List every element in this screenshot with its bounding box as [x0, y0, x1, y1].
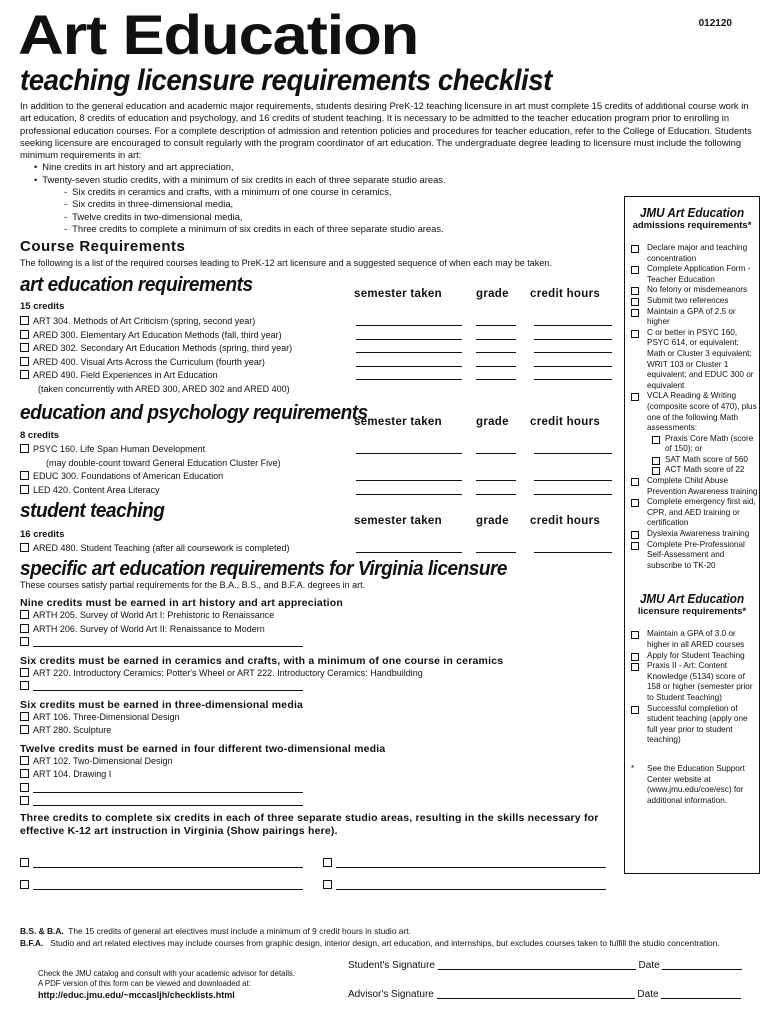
course-name: ART 104. Drawing I: [33, 769, 112, 779]
list-item: [625, 264, 759, 285]
checkbox[interactable]: [20, 880, 29, 889]
list-item: [20, 636, 620, 650]
item-text: Dyslexia Awareness training: [647, 529, 750, 539]
semester-field[interactable]: [356, 343, 462, 353]
grade-field[interactable]: [476, 444, 516, 454]
checkbox[interactable]: [631, 663, 639, 671]
student-signature-field[interactable]: [438, 960, 636, 970]
checkbox[interactable]: [631, 245, 639, 253]
course-name: ARTH 206. Survey of World Art II: Renaissance to Modern: [33, 623, 265, 634]
course-name: ARED 480. Student Teaching (after all coursework is completed): [33, 543, 290, 553]
credit-field[interactable]: [534, 543, 612, 553]
checkbox[interactable]: [20, 316, 29, 325]
intro-paragraph: In addition to the general education and academic major requirements, students desiring PreK-12 teaching licensure in art must complete 15 credits of additional course work in art education, 8 credits of education and psychology, and 16 credits of student teaching. It is necessary to be admitted to the teacher education program prior to enrolling in professional education courses. For a complete description of admission and retention policies and procedures for teacher education, refer to the College of Education. Students seeking licensure are encouraged to consult regularly with the program coordinator of art education. The undergraduate degree leading to licensure must include the following minimum requirements in art:: [20, 100, 752, 161]
checkbox[interactable]: [631, 266, 639, 274]
list-item: [625, 243, 759, 264]
pairing-field[interactable]: [33, 858, 303, 868]
bfa-text: Studio and art related electives may include courses from graphic design, interior design, art education, and internships, but excludes courses taken to fulfill the studio concentration.: [50, 938, 720, 948]
checkbox[interactable]: [20, 485, 29, 494]
col-grade: grade: [476, 416, 509, 428]
col-credit-hours: credit hours: [530, 515, 601, 527]
col-grade: grade: [476, 288, 509, 300]
bullet-studio: • Twenty-seven studio credits, with a minimum of six credits in each of three separate studio areas.: [34, 174, 760, 186]
col-credit-hours: credit hours: [530, 288, 601, 300]
checkbox[interactable]: [20, 858, 29, 867]
course-name: ARTH 205. Survey of World Art I: Prehistoric to Renaissance: [33, 610, 275, 620]
checkbox[interactable]: [631, 298, 639, 306]
sidebar-title-licensure: JMU Art Education: [639, 591, 745, 607]
checkbox[interactable]: [20, 471, 29, 480]
credit-field[interactable]: [534, 316, 612, 326]
course-requirements-note: The following is a list of the required courses leading to PreK-12 art licensure and a suggested sequence of when each may be taken.: [20, 258, 552, 268]
col-semester-taken: semester taken: [354, 288, 442, 300]
advisor-signature-label: Advisor's Signature: [348, 989, 434, 1000]
course-name: ARED 400. Visual Arts Across the Curriculum (fourth year): [33, 356, 265, 367]
course-field[interactable]: [33, 681, 303, 691]
checkbox[interactable]: [20, 756, 29, 765]
checkbox[interactable]: [20, 783, 29, 792]
col-grade: grade: [476, 515, 509, 527]
edpsych-credits: 8 credits: [20, 430, 60, 441]
date-label: Date: [637, 989, 659, 1000]
course-requirements-heading: Course Requirements: [20, 238, 186, 255]
checkbox[interactable]: [20, 668, 29, 677]
checkbox[interactable]: [20, 370, 29, 379]
checkbox[interactable]: [20, 357, 29, 366]
date-label: Date: [638, 960, 660, 971]
item-text: Complete Pre-Professional Self-Assessment and subscribe to TK-20: [647, 539, 745, 570]
grade-field[interactable]: [476, 543, 516, 553]
course-name: LED 420. Content Area Literacy: [33, 484, 160, 495]
credit-field[interactable]: [534, 343, 612, 353]
pdf-line: A PDF version of this form can be viewed and downloaded at:: [38, 979, 251, 988]
item-text: Apply for Student Teaching: [647, 650, 745, 660]
item-text: Maintain a GPA of 2.5 or higher: [647, 306, 736, 327]
list-item: [625, 434, 759, 455]
course-name: ART 280. Sculpture: [33, 725, 112, 735]
checkbox[interactable]: [20, 725, 29, 734]
pairing-fields: [20, 852, 620, 896]
footer-bfa: [20, 938, 765, 948]
checkbox[interactable]: [20, 610, 29, 619]
specific-title: specific art education requirements for Virginia licensure: [20, 558, 508, 580]
credit-field[interactable]: [534, 485, 612, 495]
footer-bs: [20, 926, 760, 936]
sub-bullet-studio-areas: - Three credits to complete a minimum of six credits in each of three separate studio areas.: [64, 223, 760, 235]
list-item: [625, 476, 759, 497]
list-item: [20, 724, 620, 738]
checkbox[interactable]: [652, 457, 660, 465]
footnote-star: *: [631, 763, 635, 773]
page-title: Art Education: [18, 3, 419, 66]
grade-field[interactable]: [476, 330, 516, 340]
item-text: Complete Application Form - Teacher Education: [647, 264, 751, 284]
table-row: [20, 484, 350, 498]
course-name: ART 220. Introductory Ceramics: Potter's Wheel or ART 222. Introductory Ceramics: Handbuilding: [33, 667, 423, 678]
licensure-list: [625, 629, 759, 746]
two-d-heading: Twelve credits must be earned in four different two-dimensional media: [20, 742, 386, 755]
advisor-signature-row: [348, 989, 741, 1000]
item-text: Complete emergency first aid, CPR, and AED training or certification: [647, 497, 756, 528]
list-item: [20, 782, 620, 796]
table-row: [20, 542, 289, 556]
edpsych-title: education and psychology requirements: [20, 402, 368, 424]
art-ed-credits: 15 credits: [20, 301, 65, 312]
semester-field[interactable]: [356, 370, 462, 380]
credit-field[interactable]: [534, 370, 612, 380]
student-date-field[interactable]: [662, 960, 742, 970]
form-code: 012120: [698, 18, 732, 29]
item-text: Complete Child Abuse Prevention Awareness training: [647, 476, 758, 496]
checkbox[interactable]: [323, 880, 332, 889]
course-note: (may double-count toward General Education Cluster Five): [46, 457, 281, 468]
list-item: [625, 497, 759, 529]
checkbox[interactable]: [631, 478, 639, 486]
sub-bullet-ceramics: - Six credits in ceramics and crafts, with a minimum of one course in ceramics,: [64, 186, 760, 198]
course-field[interactable]: [33, 637, 303, 647]
footnote-text: See the Education Support Center website at (www.jmu.edu/coe/esc) for additional information.: [647, 763, 745, 805]
item-text: SAT Math score of 560: [665, 454, 748, 464]
page-subtitle: teaching licensure requirements checklist: [20, 64, 552, 97]
item-text: Declare major and teaching concentration: [647, 243, 748, 263]
checklist-link[interactable]: http://educ.jmu.edu/~mccasljh/checklists.html: [38, 990, 235, 1000]
three-credits-heading: Three credits to complete six credits in each of three separate studio areas, resulting in the skills necessary for effective K-12 art instruction in Virginia (Show pairings here).: [20, 811, 599, 837]
checkbox[interactable]: [20, 796, 29, 805]
pairing-field[interactable]: [336, 880, 606, 890]
semester-field[interactable]: [356, 543, 462, 553]
col-semester-taken: semester taken: [354, 515, 442, 527]
list-item: [20, 755, 620, 769]
pairing-field[interactable]: [33, 880, 303, 890]
grade-field[interactable]: [476, 343, 516, 353]
item-text: Submit two references: [647, 295, 729, 305]
list-item: [625, 629, 759, 650]
list-item: [625, 661, 759, 703]
advisor-signature-field[interactable]: [437, 989, 635, 999]
pairing-field[interactable]: [336, 858, 606, 868]
semester-field[interactable]: [356, 444, 462, 454]
semester-field[interactable]: [356, 471, 462, 481]
student-teaching-course-list: [20, 542, 289, 556]
course-name: ARED 490. Field Experiences in Art Education: [33, 370, 218, 380]
checkbox[interactable]: [20, 712, 29, 721]
course-name: ARED 300. Elementary Art Education Methods (fall, third year): [33, 329, 282, 340]
course-name: ARED 302. Secondary Art Education Methods (spring, third year): [33, 343, 293, 353]
list-item: [20, 795, 620, 809]
checkbox[interactable]: [20, 637, 29, 646]
bs-text: The 15 credits of general art electives must include a minimum of 9 credit hours in studio art.: [68, 926, 411, 936]
checkbox[interactable]: [631, 393, 639, 401]
semester-field[interactable]: [356, 357, 462, 367]
student-signature-row: [348, 960, 742, 971]
checkbox[interactable]: [631, 309, 639, 317]
list-item: [20, 680, 620, 694]
semester-field[interactable]: [356, 485, 462, 495]
course-name: EDUC 300. Foundations of American Education: [33, 471, 224, 481]
list-item: [20, 667, 620, 681]
credit-field[interactable]: [534, 471, 612, 481]
checkbox[interactable]: [20, 343, 29, 352]
student-signature-label: Student's Signature: [348, 960, 435, 971]
list-item: [625, 540, 759, 572]
specific-list: [20, 597, 620, 838]
semester-field[interactable]: [356, 316, 462, 326]
course-name: ART 102. Two-Dimensional Design: [33, 755, 173, 766]
checkbox[interactable]: [20, 543, 29, 552]
item-text: Successful completion of student teaching (apply one full year prior to student teaching): [647, 703, 748, 745]
course-note: (taken concurrently with ARED 300, ARED 302 and ARED 400): [38, 383, 290, 394]
list-item: [625, 529, 759, 540]
list-item: [625, 296, 759, 307]
checkbox[interactable]: [631, 706, 639, 714]
intro-bullets: [20, 161, 760, 186]
checkbox[interactable]: [631, 499, 639, 507]
credit-field[interactable]: [534, 444, 612, 454]
grade-field[interactable]: [476, 471, 516, 481]
history-heading: Nine credits must be earned in art history and art appreciation: [20, 597, 344, 609]
checkbox[interactable]: [20, 330, 29, 339]
list-item: [625, 704, 759, 746]
list-item: [20, 623, 620, 637]
checkbox[interactable]: [20, 681, 29, 690]
list-item: [625, 285, 759, 296]
list-item: [625, 391, 759, 433]
bullet-history: • Nine credits in art history and art appreciation,: [34, 161, 760, 173]
checkbox[interactable]: [631, 631, 639, 639]
art-ed-blanks: [356, 315, 612, 383]
col-credit-hours: credit hours: [530, 416, 601, 428]
course-name: PSYC 160. Life Span Human Development: [33, 444, 206, 454]
checkbox[interactable]: [631, 287, 639, 295]
grade-field[interactable]: [476, 357, 516, 367]
bs-label: B.S. & B.A.: [20, 926, 64, 936]
catalog-line: Check the JMU catalog and consult with your academic advisor for details.: [38, 969, 295, 978]
list-item: [625, 651, 759, 662]
footer-catalog-note: [38, 969, 295, 1000]
sidebar-subtitle-admissions: admissions requirements*: [632, 220, 752, 231]
table-row: [20, 443, 350, 457]
course-field[interactable]: [33, 783, 303, 793]
credit-field[interactable]: [534, 330, 612, 340]
edpsych-blanks: [356, 443, 612, 497]
item-text: Praxis II - Art: Content Knowledge (5134) score of 158 or higher (semester prior to Student Teaching): [647, 661, 753, 702]
checkbox[interactable]: [631, 542, 639, 550]
student-teaching-blanks: [356, 542, 612, 556]
grade-field[interactable]: [476, 485, 516, 495]
sidebar-subtitle-licensure: licensure requirements*: [637, 606, 747, 618]
admissions-list: [625, 243, 759, 571]
credit-field[interactable]: [534, 357, 612, 367]
checkbox[interactable]: [20, 769, 29, 778]
list-item: [20, 609, 620, 623]
item-text: Praxis Core Math (score of 150); or: [665, 433, 754, 454]
checkbox[interactable]: [652, 467, 660, 475]
checkbox[interactable]: [631, 531, 639, 539]
list-item: [20, 711, 620, 725]
checkbox[interactable]: [323, 858, 332, 867]
advisor-date-field[interactable]: [661, 989, 741, 999]
three-d-heading: Six credits must be earned in three-dimensional media: [20, 698, 304, 711]
sidebar-requirements: [624, 196, 760, 874]
specific-note: These courses satisfy partial requirements for the B.A., B.S., and B.F.A. degrees in art.: [20, 580, 366, 590]
item-text: ACT Math score of 22: [665, 465, 745, 475]
course-name: ART 304. Methods of Art Criticism (spring, second year): [33, 316, 256, 326]
course-name: ART 106. Three-Dimensional Design: [33, 711, 180, 722]
list-item: [625, 328, 759, 392]
list-item: [20, 768, 620, 782]
item-text: No felony or misdemeanors: [647, 285, 748, 295]
checkbox[interactable]: [631, 330, 639, 338]
col-semester-taken: semester taken: [354, 416, 442, 428]
checkbox[interactable]: [631, 653, 639, 661]
sub-bullet-2d: - Twelve credits in two-dimensional media,: [64, 211, 760, 223]
sidebar-title-admissions: JMU Art Education: [639, 205, 745, 220]
edpsych-course-list: [20, 443, 350, 497]
student-teaching-credits: 16 credits: [20, 529, 65, 540]
item-text: VCLA Reading & Writing (composite score of 470), plus one of the following Math assessments:: [647, 391, 757, 433]
course-field[interactable]: [33, 796, 303, 806]
table-row: [20, 470, 350, 484]
list-item: [625, 465, 759, 476]
grade-field[interactable]: [476, 316, 516, 326]
checkbox[interactable]: [652, 436, 660, 444]
item-text: Maintain a GPA of 3.0 or higher in all ARED courses: [647, 629, 745, 649]
checkbox[interactable]: [20, 624, 29, 633]
ceramics-heading: Six credits must be earned in ceramics and crafts, with a minimum of one course in ceramics: [20, 654, 504, 667]
checkbox[interactable]: [20, 444, 29, 453]
item-text: C or better in PSYC 160, PSYC 614, or equivalent; Math or Cluster 3 equivalent; WRIT 103 or Cluster 1 equivalent; and EDUC 300 or equivalent: [647, 327, 754, 390]
bfa-label: B.F.A.: [20, 938, 44, 948]
sub-bullet-3d: - Six credits in three-dimensional media,: [64, 198, 760, 210]
art-ed-title: art education requirements: [20, 274, 253, 296]
list-item: [625, 455, 759, 466]
sidebar-footnote: [625, 764, 759, 806]
list-item: [625, 307, 759, 328]
student-teaching-title: student teaching: [20, 500, 165, 522]
grade-field[interactable]: [476, 370, 516, 380]
semester-field[interactable]: [356, 330, 462, 340]
